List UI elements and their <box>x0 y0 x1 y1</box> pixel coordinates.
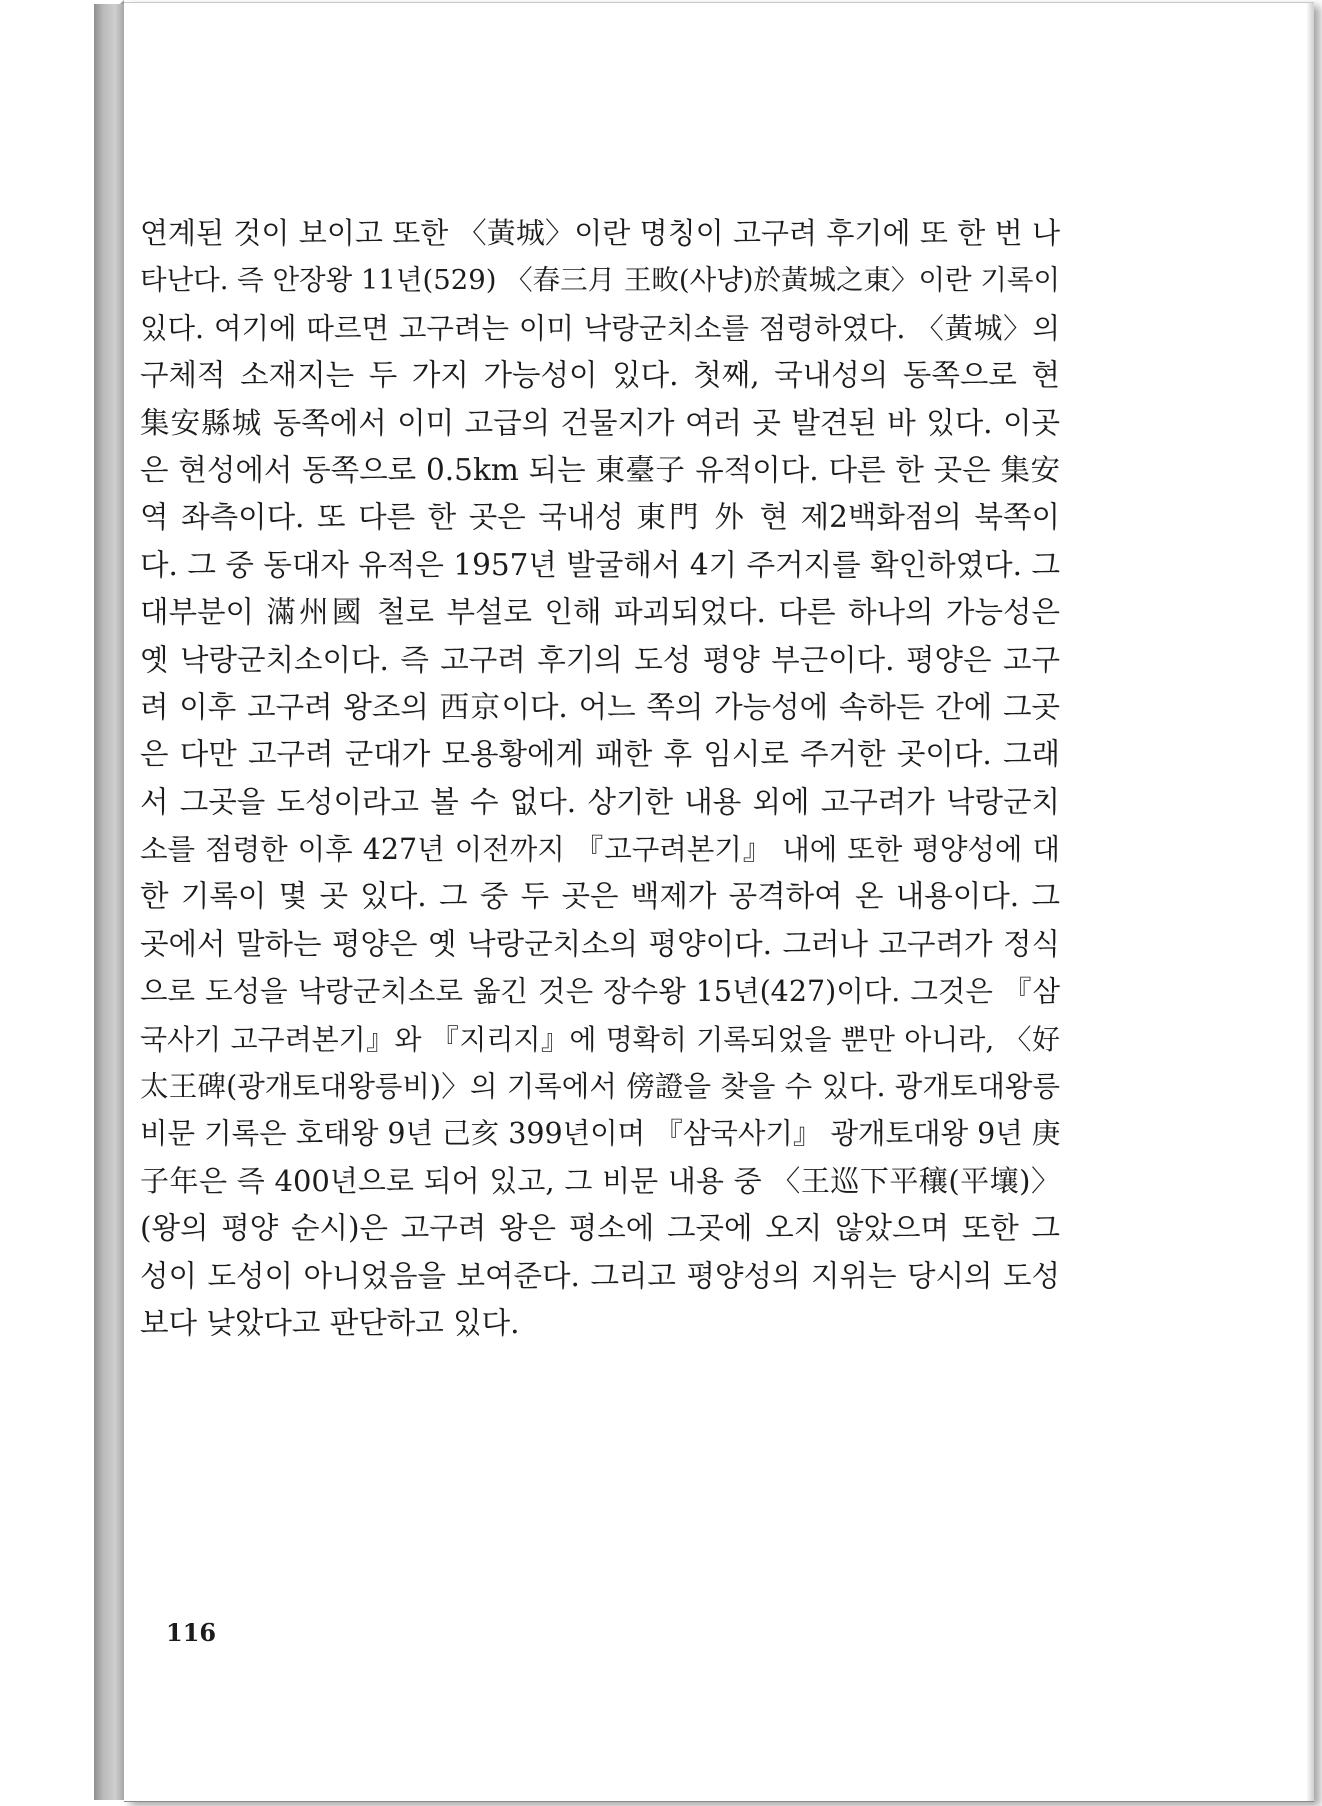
text-line: 다. 그 중 동대자 유적은 1957년 발굴해서 4기 주거지를 확인하였다. 그 <box>140 547 1060 582</box>
text-line: 集安縣城 동쪽에서 이미 고급의 건물지가 여러 곳 발견된 바 있다. 이곳 <box>140 405 1060 440</box>
text-line: 太王碑(광개토대왕릉비)〉의 기록에서 傍證을 찾을 수 있다. 광개토대왕릉 <box>140 1070 1060 1104</box>
text-line: 타난다. 즉 안장왕 11년(529) 〈春三月 王畋(사냥)於黃城之東〉이란 기록이 <box>140 264 1060 297</box>
text-line: 있다. 여기에 따르면 고구려는 이미 낙랑군치소를 점령하였다. 〈黃城〉의 <box>140 311 1060 345</box>
text-line: 옛 낙랑군치소이다. 즉 고구려 후기의 도성 평양 부근이다. 평양은 고구 <box>140 642 1060 677</box>
page-edge-shadow <box>1306 3 1314 1801</box>
text-line: 은 다만 고구려 군대가 모용황에게 패한 후 임시로 주거한 곳이다. 그래 <box>140 737 1060 772</box>
text-line: 서 그곳을 도성이라고 볼 수 없다. 상기한 내용 외에 고구려가 낙랑군치 <box>140 784 1060 819</box>
text-line: 연계된 것이 보이고 또한 〈黃城〉이란 명칭이 고구려 후기에 또 한 번 나 <box>140 216 1060 250</box>
page-number: 116 <box>166 1618 217 1647</box>
text-line: 대부분이 滿州國 철로 부설로 인해 파괴되었다. 다른 하나의 가능성은 <box>140 595 1060 630</box>
text-line: 은 현성에서 동쪽으로 0.5km 되는 東臺子 유적이다. 다른 한 곳은 集安 <box>140 452 1060 487</box>
text-line: 역 좌측이다. 또 다른 한 곳은 국내성 東門 外 현 제2백화점의 북쪽이 <box>140 500 1060 535</box>
text-line: 子年은 즉 400년으로 되어 있고, 그 비문 내용 중 〈王巡下平穰(平壤)〉 <box>140 1163 1060 1198</box>
text-line: 으로 도성을 낙랑군치소로 옮긴 것은 장수왕 15년(427)이다. 그것은 『삼 <box>140 975 1060 1009</box>
text-line: 소를 점령한 이후 427년 이전까지 『고구려본기』 내에 또한 평양성에 대 <box>140 833 1060 867</box>
text-line: 곳에서 말하는 평양은 옛 낙랑군치소의 평양이다. 그러나 고구려가 정식 <box>140 926 1060 961</box>
text-line: (왕의 평양 순시)은 고구려 왕은 평소에 그곳에 오지 않았으며 또한 그 <box>140 1211 1060 1246</box>
text-line: 한 기록이 몇 곳 있다. 그 중 두 곳은 백제가 공격하여 온 내용이다. 그 <box>140 879 1060 914</box>
text-line: 려 이후 고구려 왕조의 西京이다. 어느 쪽의 가능성에 속하든 간에 그곳 <box>140 689 1060 724</box>
text-line: 성이 도성이 아니었음을 보여준다. 그리고 평양성의 지위는 당시의 도성 <box>140 1258 1060 1293</box>
book-spine <box>94 4 124 1800</box>
text-line: 비문 기록은 호태왕 9년 己亥 399년이며 『삼국사기』 광개토대왕 9년 庚 <box>140 1117 1060 1151</box>
text-line: 구체적 소재지는 두 가지 가능성이 있다. 첫째, 국내성의 동쪽으로 현 <box>140 358 1060 393</box>
text-line: 보다 낮았다고 판단하고 있다. <box>140 1305 520 1340</box>
body-text <box>140 210 1060 1347</box>
text-line: 국사기 고구려본기』와 『지리지』에 명확히 기록되었을 뿐만 아니라, 〈好 <box>140 1022 1060 1056</box>
